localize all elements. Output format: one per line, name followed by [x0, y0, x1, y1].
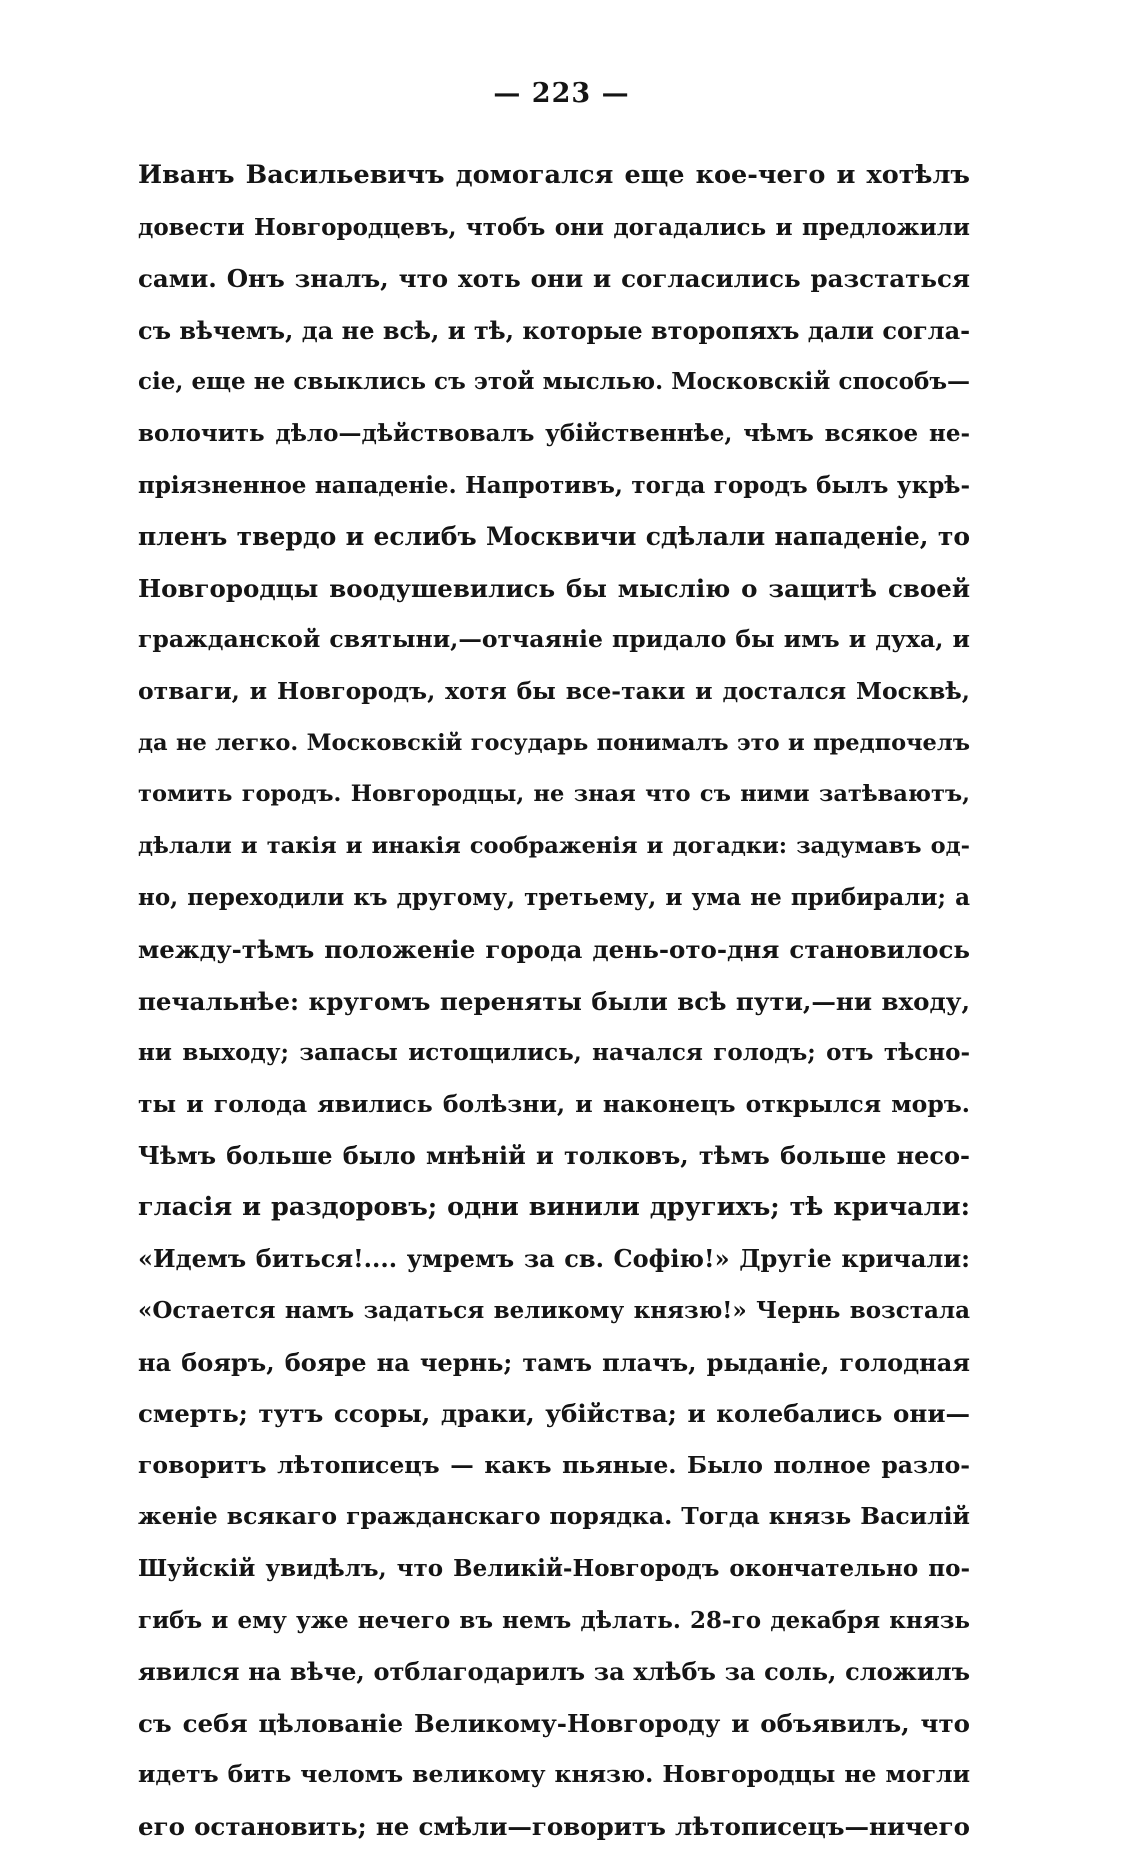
text-line: «Остается намъ задаться великому князю!» Чернь возстала: [138, 1297, 970, 1325]
text-line: женіе всякаго гражданскаго порядка. Тогда князь Василій: [138, 1502, 970, 1531]
text-line: идетъ бить челомъ великому князю. Новгородцы не могли: [138, 1760, 970, 1789]
text-line: гражданской святыни,—отчаяніе придало бы имъ и духа, и: [138, 625, 970, 654]
text-line: съ вѣчемъ, да не всѣ, и тѣ, которые второпяхъ дали согла-: [138, 315, 970, 345]
text-line: отваги, и Новгородъ, хотя бы все-таки и достался Москвѣ,: [138, 676, 970, 705]
text-line: но, переходили къ другому, третьему, и ума не прибирали; а: [138, 884, 970, 912]
text-line: съ себя цѣлованіе Великому-Новгороду и объявилъ, что: [138, 1708, 970, 1738]
text-line: между-тѣмъ положеніе города день-ото-дня становилось: [138, 934, 970, 964]
page-number: — 223 —: [493, 78, 630, 109]
text-line: явился на вѣче, отблагодарилъ за хлѣбъ за соль, сложилъ: [138, 1657, 970, 1687]
text-line: Шуйскій увидѣлъ, что Великій-Новгородъ окончательно по-: [138, 1555, 970, 1583]
text-line: «Идемъ биться!.... умремъ за св. Софію!» Другіе кричали:: [138, 1244, 970, 1274]
text-line: Новгородцы воодушевились бы мыслію о защитѣ своей: [138, 573, 970, 603]
text-line: гибъ и ему уже нечего въ немъ дѣлать. 28-го декабря князь: [138, 1606, 970, 1634]
text-line: ни выходу; запасы истощились, начался голодъ; отъ тѣсно-: [138, 1039, 970, 1067]
text-line: Чѣмъ больше было мнѣній и толковъ, тѣмъ больше несо-: [138, 1141, 970, 1171]
text-line: пріязненное нападеніе. Напротивъ, тогда городъ былъ укрѣ-: [138, 471, 970, 499]
text-line: волочить дѣло—дѣйствовалъ убійственнѣе, чѣмъ всякое не-: [138, 419, 970, 447]
text-line: Иванъ Васильевичъ домогался еще кое-чего и хотѣлъ: [138, 160, 970, 190]
text-line: смерть; тутъ ссоры, драки, убійства; и колебались они—: [138, 1399, 970, 1429]
text-line: говоритъ лѣтописецъ — какъ пьяные. Было полное разло-: [138, 1450, 970, 1479]
text-line: томить городъ. Новгородцы, не зная что съ ними затѣваютъ,: [138, 781, 970, 808]
text-line: пленъ твердо и еслибъ Москвичи сдѣлали нападеніе, то: [138, 522, 970, 552]
text-line: его остановить; не смѣли—говоритъ лѣтописецъ—ничего: [138, 1812, 970, 1841]
text-line: ты и голода явились болѣзни, и наконецъ открылся моръ.: [138, 1089, 970, 1118]
text-line: гласія и раздоровъ; одни винили другихъ; тѣ кричали:: [138, 1191, 970, 1222]
page-body-text: [138, 150, 970, 1853]
text-line: да не легко. Московскій государь понималъ это и предпочелъ: [138, 729, 970, 756]
text-line: на бояръ, бояре на чернь; тамъ плачъ, рыданіе, голодная: [138, 1347, 970, 1377]
text-line: сами. Онъ зналъ, что хоть они и согласились разстаться: [138, 264, 970, 294]
text-line: довести Новгородцевъ, чтобъ они догадались и предложили: [138, 213, 970, 241]
text-line: дѣлали и такія и инакія соображенія и догадки: задумавъ од-: [138, 832, 970, 859]
text-line: печальнѣе: кругомъ переняты были всѣ пути,—ни входу,: [138, 986, 970, 1016]
text-line: сіе, еще не свыклись съ этой мыслью. Московскій способъ—: [138, 368, 970, 396]
